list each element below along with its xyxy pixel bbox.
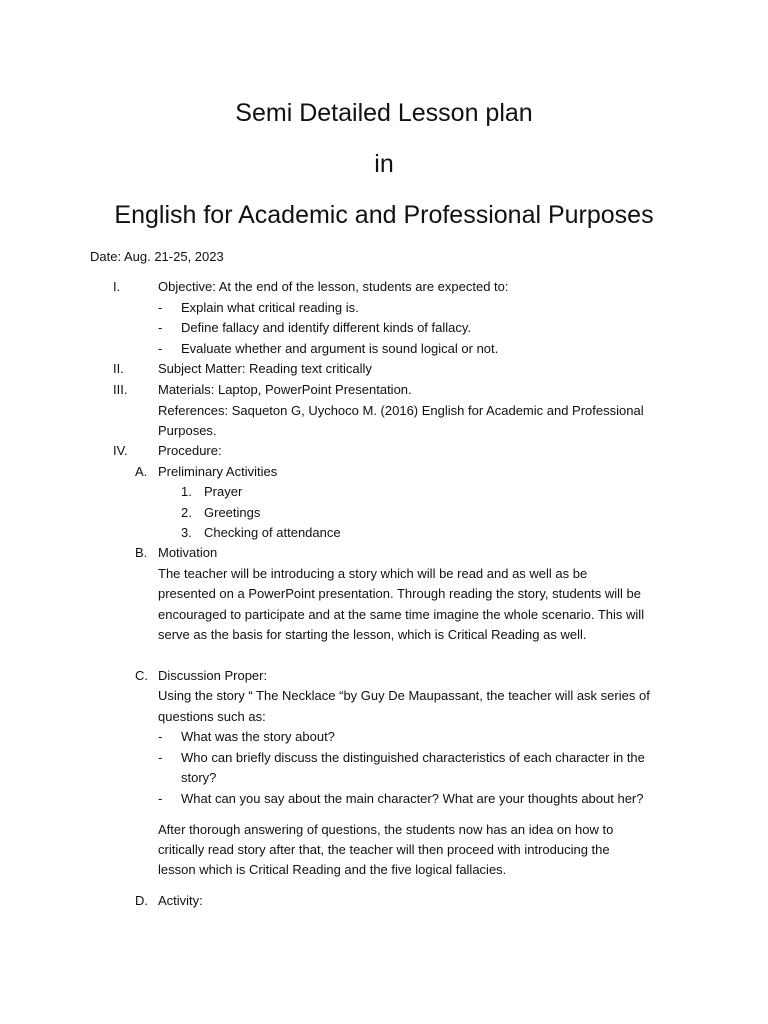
list-item-number: 2. (181, 505, 192, 520)
bullet-dash: - (158, 300, 163, 315)
section-3-number: III. (113, 382, 128, 397)
bullet-dash: - (158, 729, 163, 744)
discussion-intro-line-2: questions such as: (158, 709, 266, 724)
motivation-line-3: encouraged to participate and at the same time imagine the whole scenario. This will (158, 607, 645, 622)
section-1-number: I. (113, 279, 121, 294)
subject-matter-text: Subject Matter: Reading text critically (158, 361, 372, 376)
references-line-1: References: Saqueton G, Uychoco M. (2016) English for Academic and Professional (158, 403, 644, 418)
question-3: What can you say about the main character? What are your thoughts about her? (181, 791, 644, 806)
list-item-number: 3. (181, 525, 192, 540)
after-questions-line-1: After thorough answering of questions, the students now has an idea on how to (158, 822, 614, 837)
discussion-proper-heading: Discussion Proper: (158, 668, 268, 683)
motivation-line-2: presented on a PowerPoint presentation. Through reading the story, students will be (158, 586, 641, 601)
discussion-intro-line-1: Using the story “ The Necklace “by Guy De Maupassant, the teacher will ask series of (158, 688, 650, 703)
subsection-b-letter: B. (135, 545, 148, 560)
list-item-prayer: Prayer (204, 484, 243, 499)
bullet-dash: - (158, 341, 163, 356)
bullet-dash: - (158, 320, 163, 335)
activity-heading: Activity: (158, 893, 203, 908)
list-item-number: 1. (181, 484, 192, 499)
subsection-d-letter: D. (135, 893, 148, 908)
section-2-number: II. (113, 361, 124, 376)
objective-bullet-3: Evaluate whether and argument is sound logical or not. (181, 341, 499, 356)
title-line-3: English for Academic and Professional Purposes (114, 201, 654, 229)
list-item-greetings: Greetings (204, 505, 261, 520)
motivation-line-1: The teacher will be introducing a story which will be read and as well as be (158, 566, 588, 581)
bullet-dash: - (158, 750, 163, 765)
bullet-dash: - (158, 791, 163, 806)
title-line-2: in (374, 150, 394, 178)
materials-text: Materials: Laptop, PowerPoint Presentation. (158, 382, 412, 397)
objective-bullet-2: Define fallacy and identify different kinds of fallacy. (181, 320, 472, 335)
question-1: What was the story about? (181, 729, 335, 744)
subsection-c-letter: C. (135, 668, 148, 683)
motivation-heading: Motivation (158, 545, 218, 560)
after-questions-line-3: lesson which is Critical Reading and the five logical fallacies. (158, 862, 507, 877)
question-2-line-1: Who can briefly discuss the distinguished characteristics of each character in the (181, 750, 645, 765)
objective-text: Objective: At the end of the lesson, students are expected to: (158, 279, 509, 294)
preliminary-activities-heading: Preliminary Activities (158, 464, 278, 479)
section-4-number: IV. (113, 443, 128, 458)
subsection-a-letter: A. (135, 464, 148, 479)
motivation-line-4: serve as the basis for starting the lesson, which is Critical Reading as well. (158, 627, 587, 642)
title-line-1: Semi Detailed Lesson plan (235, 99, 533, 127)
question-2-line-2: story? (181, 770, 217, 785)
procedure-text: Procedure: (158, 443, 222, 458)
list-item-attendance: Checking of attendance (204, 525, 341, 540)
objective-bullet-1: Explain what critical reading is. (181, 300, 359, 315)
references-line-2: Purposes. (158, 423, 217, 438)
date-line: Date: Aug. 21-25, 2023 (90, 249, 224, 264)
after-questions-line-2: critically read story after that, the teacher will then proceed with introducing the (158, 842, 610, 857)
